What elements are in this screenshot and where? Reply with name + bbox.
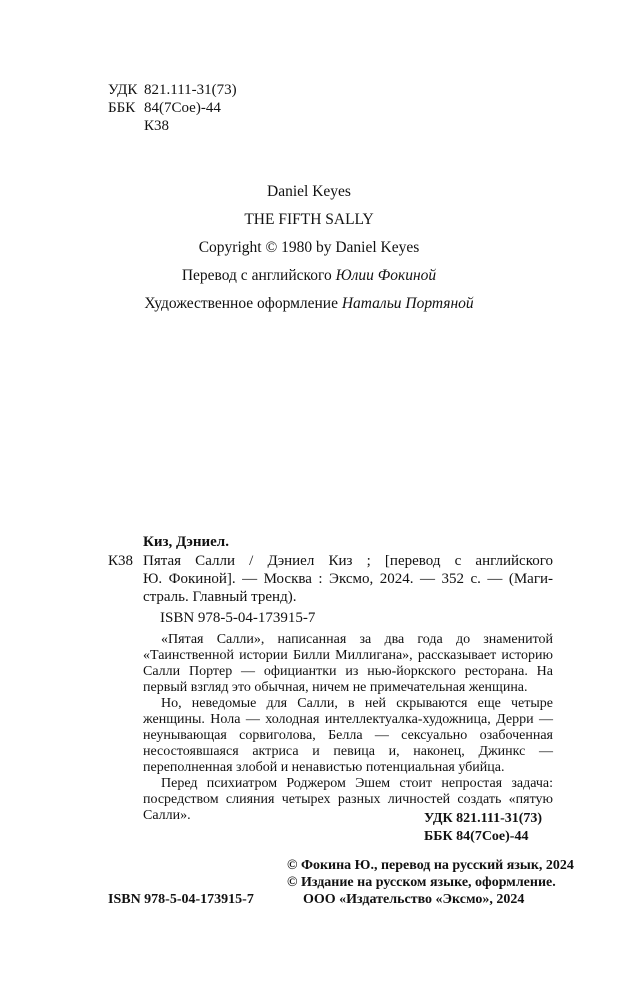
copyright-publisher: ООО «Издательство «Эксмо», 2024 bbox=[303, 892, 525, 907]
designer-name: Натальи Портяной bbox=[341, 295, 474, 312]
translator-name: Юлии Фокиной bbox=[335, 267, 437, 284]
udk-label: УДК bbox=[108, 82, 138, 98]
title-en: THE FIFTH SALLY bbox=[244, 211, 374, 228]
bbk-value: 84(7Сое)-44 bbox=[144, 100, 221, 116]
annotation bbox=[143, 632, 553, 824]
credits-block bbox=[0, 178, 618, 318]
author-en: Daniel Keyes bbox=[267, 183, 351, 200]
translation-line bbox=[0, 262, 618, 290]
translation-prefix: Перевод с английского bbox=[181, 267, 336, 284]
copyright-edition: © Издание на русском языке, оформление. bbox=[287, 875, 556, 890]
description-line-3: страль. Главный тренд). bbox=[143, 589, 297, 605]
annotation-paragraph: Но, неведомые для Салли, в ней скрываются еще четыре женщины. Нола — холодная интеллектуалка-художница, Дерри — неунывающая сорвиголова, Белла — сексуально озабоченная несостоявшаяся актриса и певица и, наконец, Джинкс — переполненная злобой и ненавистью потенциальная убийца. bbox=[143, 696, 553, 775]
udk-value: 821.111-31(73) bbox=[144, 82, 237, 98]
annotation-paragraph: Перед психиатром Роджером Эшем стоит непростая задача: посредством слияния четырех разных личностей создать «пятую Салли». bbox=[143, 776, 553, 823]
annotation-paragraph: «Пятая Салли», написанная за два года до знаменитой «Таинственной истории Билли Миллигана», рассказывает историю Салли Портер — официантки из нью-йоркского ресторана. На первый взгляд это обычная, ничем не примечательная женщина. bbox=[143, 632, 553, 695]
copyright-translation: © Фокина Ю., перевод на русский язык, 2024 bbox=[287, 858, 574, 873]
author-mark-top: К38 bbox=[144, 118, 170, 134]
catalog-isbn: ISBN 978-5-04-173915-7 bbox=[160, 610, 316, 626]
description-line-1: Пятая Салли / Дэниел Киз ; [перевод с английского bbox=[143, 553, 553, 569]
copyright-line: Copyright © 1980 by Daniel Keyes bbox=[198, 239, 420, 256]
design-line bbox=[0, 290, 618, 318]
isbn-bottom: ISBN 978-5-04-173915-7 bbox=[108, 892, 254, 907]
bbk-line bbox=[108, 99, 221, 117]
description-line-2: Ю. Фокиной]. — Москва : Эксмо, 2024. — 352 с. — (Маги- bbox=[143, 571, 553, 587]
design-prefix: Художественное оформление bbox=[144, 295, 342, 312]
udk-line bbox=[108, 81, 237, 99]
catalog-description bbox=[143, 552, 553, 606]
catalog-author-heading: Киз, Дэниел. bbox=[143, 534, 229, 550]
catalog-udk-bold: УДК 821.111-31(73) bbox=[424, 811, 543, 826]
catalog-bbk-bold: ББК 84(7Сое)-44 bbox=[424, 829, 529, 844]
catalog-author-mark: К38 bbox=[108, 553, 134, 569]
bbk-label: ББК bbox=[108, 100, 136, 116]
